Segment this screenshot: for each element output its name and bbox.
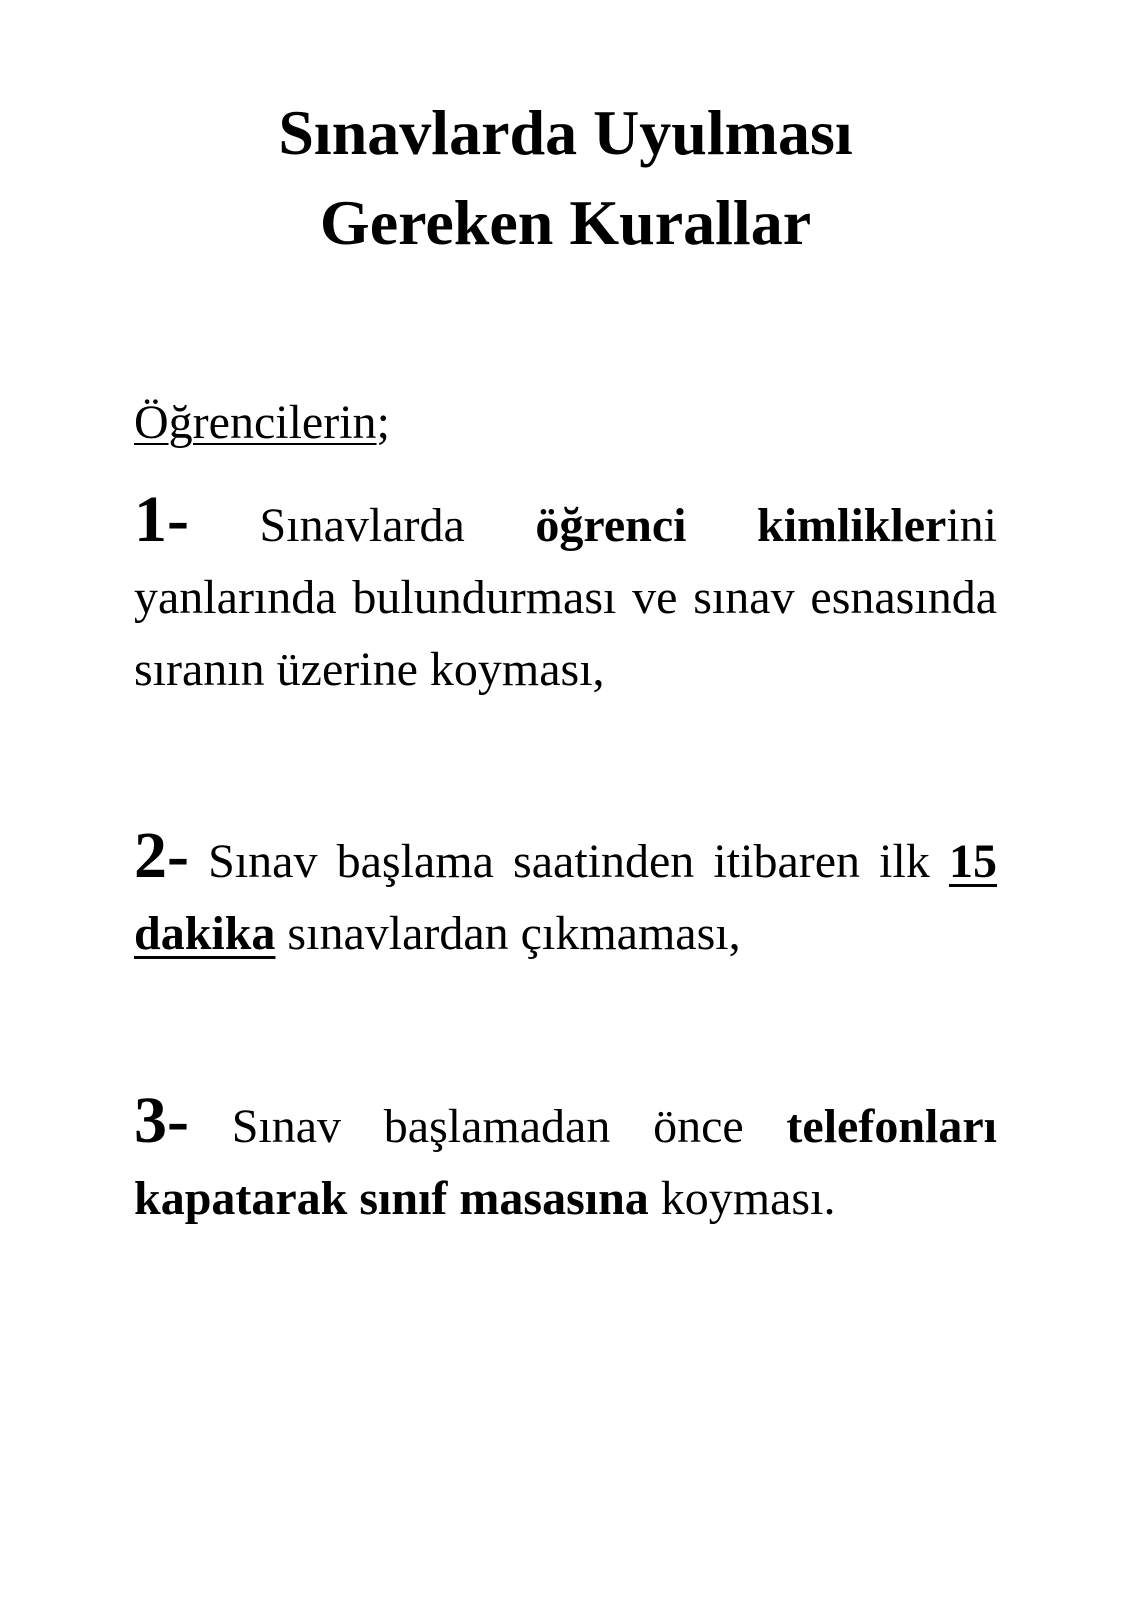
intro-word: Öğrencilerin <box>134 396 377 449</box>
rule-number: 3- <box>134 1084 189 1157</box>
rule-emphasis: öğrenci kimlikler <box>535 499 947 552</box>
rule-text: sınavlardan çıkmaması, <box>275 907 741 960</box>
rule-item-1 <box>134 484 997 706</box>
rule-number: 1- <box>134 483 189 556</box>
rule-text: Sınav başlama saatinden itibaren ilk <box>188 835 949 888</box>
intro-punctuation: ; <box>376 396 390 449</box>
rule-emphasis: telefonları kapatarak sınıf masasına <box>134 1100 997 1225</box>
rule-number: 2- <box>134 819 189 892</box>
rule-item-2 <box>134 820 997 970</box>
rule-text: koyması. <box>648 1172 836 1225</box>
rule-emphasis: 15 dakika <box>134 835 997 960</box>
page-title <box>0 88 1131 268</box>
title-line-1: Sınavlarda Uyulması <box>278 97 853 168</box>
rule-text: Sınavlarda <box>188 499 536 552</box>
intro-text <box>134 395 390 451</box>
rule-text: Sınav başlamadan önce <box>188 1100 787 1153</box>
rule-item-3 <box>134 1085 997 1235</box>
rule-text: ini yanlarında bulundurması ve sınav esnasında sıranın üzerine koyması, <box>134 499 998 696</box>
title-line-2: Gereken Kurallar <box>319 187 812 258</box>
